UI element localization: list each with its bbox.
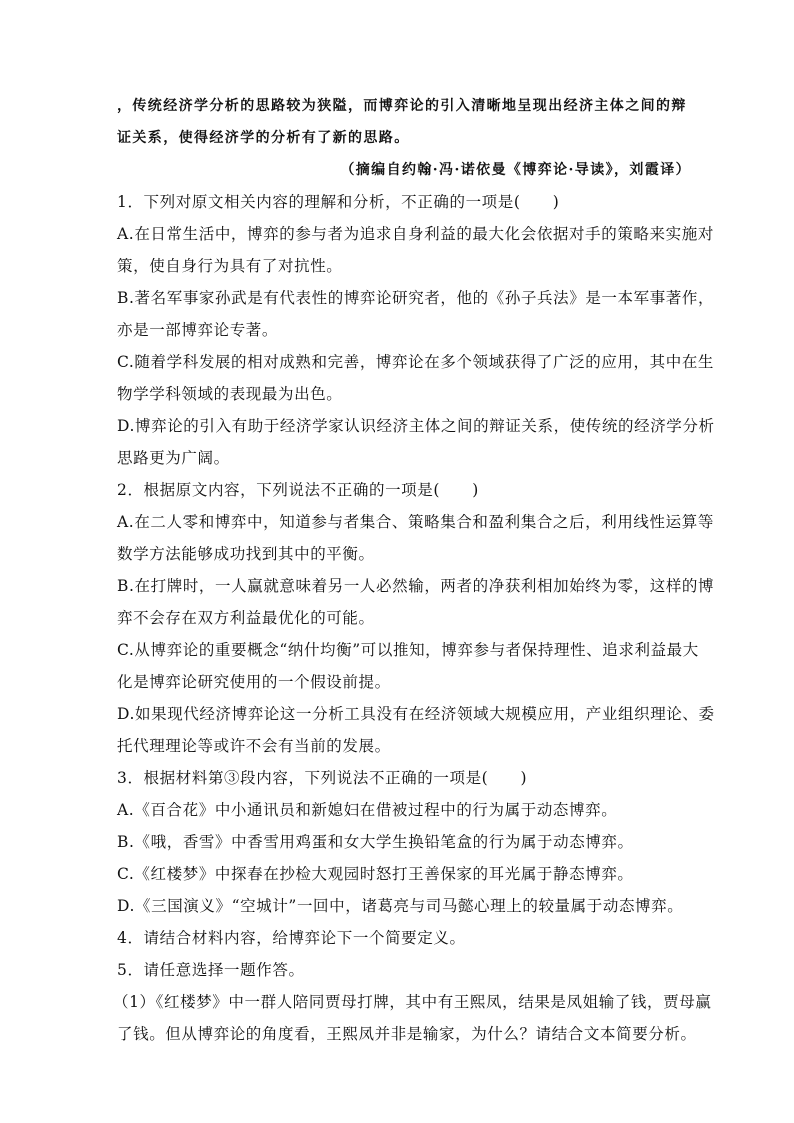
question-2-option-c: C.从博弈论的重要概念“纳什均衡”可以推知，博弈参与者保持理性、追求利益最大 — [117, 641, 699, 659]
passage-line: 证关系，使得经济学的分析有了新的思路。 — [117, 130, 410, 146]
question-2-option-c-cont: 化是博弈论研究使用的一个假设前提。 — [117, 673, 391, 691]
question-3-stem: 3．根据材料第③段内容，下列说法不正确的一项是( ) — [117, 769, 528, 787]
question-2-option-d: D.如果现代经济博弈论这一分析工具没有在经济领域大规模应用，产业组织理论、委 — [117, 705, 715, 723]
question-3-option-b: B.《哦，香雪》中香雪用鸡蛋和女大学生换铅笔盒的行为属于动态博弈。 — [117, 833, 634, 851]
question-2-option-a-cont: 数学方法能够成功找到其中的平衡。 — [117, 545, 375, 563]
question-5-sub-1: （1）《红楼梦》中一群人陪同贾母打牌，其中有王熙凤，结果是凤姐输了钱，贾母赢 — [113, 993, 712, 1011]
question-3-option-d: D.《三国演义》“空城计”一回中，诸葛亮与司马懿心理上的较量属于动态博弈。 — [117, 897, 684, 915]
question-1-option-d: D.博弈论的引入有助于经济学家认识经济主体之间的辩证关系，使传统的经济学分析 — [117, 417, 715, 435]
question-2-option-b: B.在打牌时，一人赢就意味着另一人必然输，两者的净获利相加始终为零，这样的博 — [117, 577, 715, 595]
question-2-option-b-cont: 弈不会存在双方利益最优化的可能。 — [117, 609, 375, 627]
question-2-option-d-cont: 托代理理论等或许不会有当前的发展。 — [117, 737, 391, 755]
question-5-sub-1-cont: 了钱。但从博弈论的角度看，王熙凤并非是输家，为什么？请结合文本简要分析。 — [117, 1025, 697, 1043]
passage-line: ，传统经济学分析的思路较为狭隘，而博弈论的引入清晰地呈现出经济主体之间的辩 — [117, 98, 687, 114]
question-1-option-b-cont: 亦是一部博弈论专著。 — [117, 321, 279, 339]
question-3-option-c: C.《红楼梦》中探春在抄检大观园时怒打王善保家的耳光属于静态博弈。 — [117, 865, 634, 883]
question-1-option-c-cont: 物学学科领域的表现最为出色。 — [117, 385, 343, 403]
question-3-option-a: A.《百合花》中小通讯员和新媳妇在借被过程中的行为属于动态博弈。 — [117, 801, 618, 819]
question-1-option-d-cont: 思路更为广阔。 — [117, 449, 230, 467]
question-1-option-a: A.在日常生活中，博弈的参与者为追求自身利益的最大化会依据对手的策略来实施对 — [117, 225, 714, 243]
passage-source: （摘编自约翰·冯·诺依曼《博弈论·导读》，刘霞译） — [340, 162, 691, 178]
question-1-option-b: B.著名军事家孙武是有代表性的博弈论研究者，他的《孙子兵法》是一本军事著作， — [117, 289, 715, 307]
question-1-stem: 1．下列对原文相关内容的理解和分析，不正确的一项是( ) — [117, 193, 560, 211]
question-2-option-a: A.在二人零和博弈中，知道参与者集合、策略集合和盈利集合之后，利用线性运算等 — [117, 513, 714, 531]
question-1-option-c: C.随着学科发展的相对成熟和完善，博弈论在多个领域获得了广泛的应用，其中在生 — [117, 353, 715, 371]
question-5-stem: 5．请任意选择一题作答。 — [117, 961, 305, 979]
question-4-stem: 4．请结合材料内容，给博弈论下一个简要定义。 — [117, 929, 466, 947]
question-2-stem: 2．根据原文内容，下列说法不正确的一项是( ) — [117, 481, 479, 499]
question-1-option-a-cont: 策，使自身行为具有了对抗性。 — [117, 257, 343, 275]
